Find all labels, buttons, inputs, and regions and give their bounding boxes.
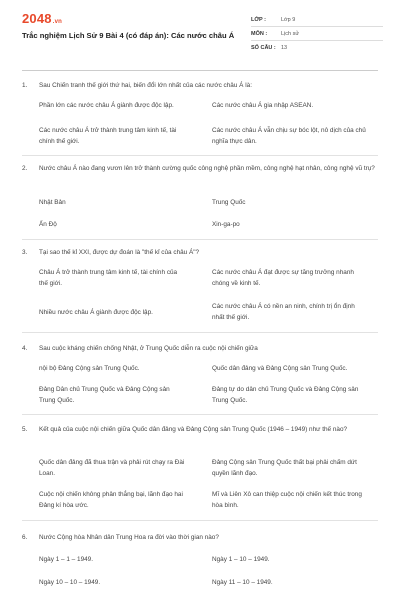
question-number: 2. (22, 165, 28, 172)
meta-count-label: SỐ CÂU : (251, 44, 276, 51)
meta-row-class (251, 13, 383, 27)
answer-option[interactable]: Nhiều nước châu Á giành được độc lập. (39, 309, 153, 316)
meta-subject-value: Lịch sử (281, 30, 300, 37)
question-3 (22, 247, 378, 258)
question-number: 5. (22, 426, 28, 433)
answer-option[interactable]: Mĩ và Liên Xô can thiệp cuộc nội chiến kết thúc trong hòa bình. (212, 491, 362, 509)
answer-option[interactable]: Nhật Bản (39, 199, 66, 206)
question-2 (22, 163, 378, 174)
answer-option[interactable]: Ngày 10 – 10 – 1949. (39, 579, 101, 586)
site-logo[interactable] (22, 11, 62, 26)
answer-option[interactable]: Ngày 11 – 10 – 1949. (212, 579, 273, 586)
question-1 (22, 80, 378, 91)
answer-option[interactable]: Trung Quốc (212, 199, 246, 206)
question-separator (22, 520, 378, 521)
question-text: Tại sao thế kỉ XXI, được dự đoán là "thế kỉ của châu Á"? (39, 249, 200, 256)
question-separator (22, 414, 378, 415)
question-text: Nước châu Á nào đang vươn lên trở thành cường quốc công nghệ phần mềm, công nghệ hạt nhân, công nghệ vũ trụ? (39, 165, 375, 172)
brand-name: 2048 (22, 11, 52, 26)
answer-option[interactable]: Đảng Dân chủ Trung Quốc và Đảng Cộng sản Trung Quốc. (39, 386, 170, 404)
meta-class-label: LỚP : (251, 16, 266, 23)
answer-option[interactable]: Các nước châu Á đạt được sự tăng trưởng nhanh chóng về kinh tế. (212, 269, 354, 287)
answer-option[interactable]: Đảng Cộng sản Trung Quốc thất bại phải chấm dứt quyền lãnh đạo. (212, 459, 357, 477)
answer-option[interactable]: Xin-ga-po (212, 221, 240, 228)
answer-option[interactable]: Các nước châu Á vẫn chịu sự bóc lột, nô dịch của chủ nghĩa thực dân. (212, 127, 366, 145)
answer-option[interactable]: Các nước châu Á gia nhập ASEAN. (212, 102, 314, 109)
answer-option[interactable]: Đảng tự do dân chủ Trung Quốc và Đảng Cộng sản Trung Quốc. (212, 386, 359, 404)
answer-option[interactable]: Quốc dân đảng đã thua trận và phải rút chạy ra Đài Loan. (39, 459, 185, 477)
answer-option[interactable]: Ngày 1 – 10 – 1949. (212, 556, 270, 563)
meta-class-value: Lớp 9 (281, 16, 296, 23)
question-text: Sau Chiến tranh thế giới thứ hai, biến đổi lớn nhất của các nước châu Á là: (39, 82, 252, 89)
question-number: 1. (22, 82, 28, 89)
question-4 (22, 343, 378, 354)
header-divider (22, 70, 378, 71)
meta-count-value: 13 (281, 44, 288, 51)
answer-option[interactable]: Ngày 1 – 1 – 1949. (39, 556, 94, 563)
question-text: Sau cuộc kháng chiến chống Nhật, ở Trung Quốc diễn ra cuộc nội chiến giữa (39, 345, 258, 352)
answer-option[interactable]: Ấn Độ (39, 221, 57, 228)
question-text: Kết quả của cuộc nội chiến giữa Quốc dân đảng và Đảng Cộng sản Trung Quốc (1946 – 1949) như thế nào? (39, 426, 348, 433)
question-number: 3. (22, 249, 28, 256)
answer-option[interactable]: Châu Á trở thành trung tâm kinh tế, tài chính của thế giới. (39, 269, 178, 287)
quiz-title: Trắc nghiệm Lịch Sử 9 Bài 4 (có đáp án): Các nước châu Á (22, 31, 235, 40)
meta-subject-label: MÔN : (251, 30, 268, 37)
quiz-meta-table (251, 13, 383, 54)
meta-row-subject (251, 27, 383, 41)
question-separator (22, 155, 378, 156)
question-number: 6. (22, 534, 28, 541)
answer-option[interactable]: Cuộc nội chiến không phân thắng bại, lãnh đạo hai Đảng kí hòa ước. (39, 491, 183, 509)
question-separator (22, 332, 378, 333)
answer-option[interactable]: nội bộ Đảng Cộng sản Trung Quốc. (39, 365, 140, 372)
brand-suffix: .vn (52, 19, 63, 25)
question-6 (22, 532, 378, 543)
meta-row-count (251, 41, 383, 54)
question-5 (22, 424, 378, 435)
answer-option[interactable]: Các nước châu Á trở thành trung tâm kinh tế, tài chính thế giới. (39, 127, 177, 145)
answer-option[interactable]: Phần lớn các nước châu Á giành được độc lập. (39, 102, 174, 109)
question-separator (22, 239, 378, 240)
question-text: Nước Cộng hòa Nhân dân Trung Hoa ra đời vào thời gian nào? (39, 534, 219, 541)
question-number: 4. (22, 345, 28, 352)
page-header (0, 0, 400, 62)
answer-option[interactable]: Các nước châu Á có nền an ninh, chính trị ổn định nhất thế giới. (212, 303, 355, 321)
answer-option[interactable]: Quốc dân đảng và Đảng Cộng sản Trung Quốc. (212, 365, 348, 372)
